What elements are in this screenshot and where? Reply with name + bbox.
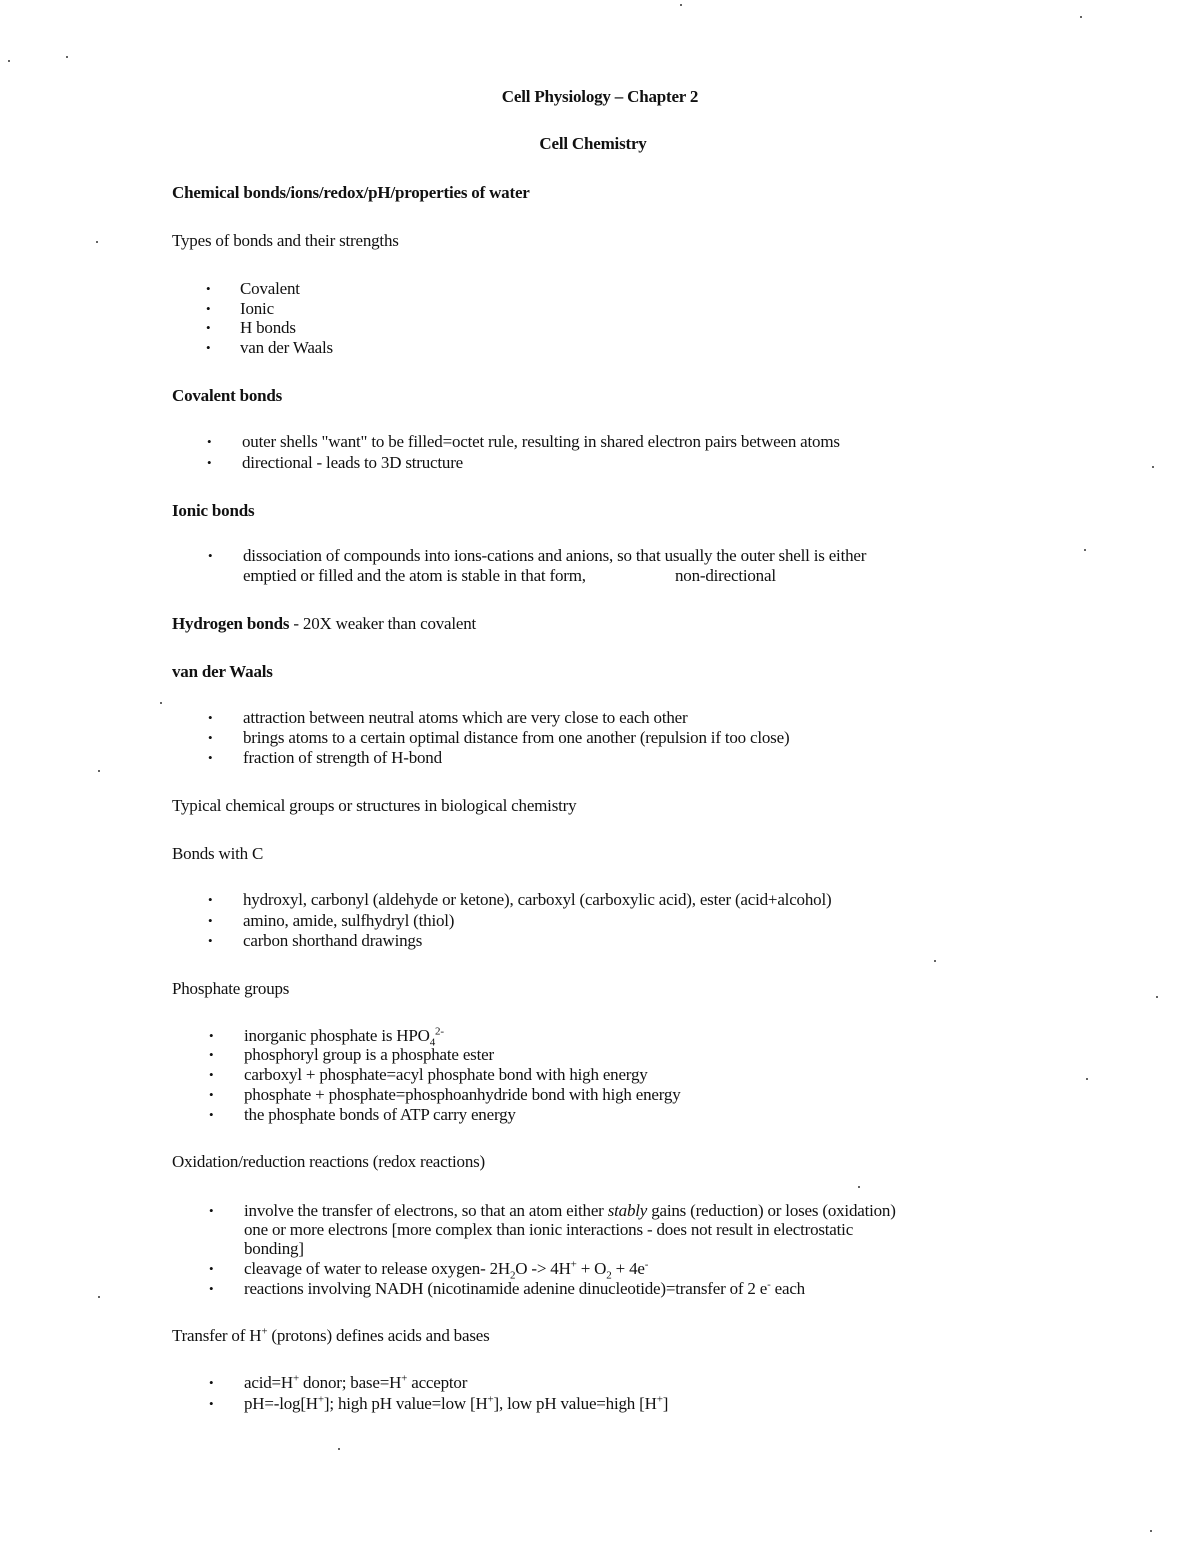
transfer-heading [172, 1326, 490, 1346]
list-item: directional - leads to 3D structure [242, 453, 464, 472]
scan-speck [1152, 466, 1154, 468]
list-item-text: cleavage of water to release oxygen- 2H [244, 1259, 510, 1278]
superscript: + [261, 1325, 268, 1338]
subscript: 4 [429, 1036, 436, 1049]
list-item-text: acid=H [244, 1373, 293, 1392]
list-item [244, 1201, 896, 1221]
subscript: 2 [606, 1269, 612, 1282]
list-item: carboxyl + phosphate=acyl phosphate bond with high energy [244, 1065, 648, 1084]
list-item: attraction between neutral atoms which are very close to each other [243, 708, 688, 727]
list-bullet: • [209, 1203, 214, 1218]
list-bullet: • [208, 710, 213, 725]
scan-speck [1084, 549, 1086, 551]
heading-text: Transfer of H [172, 1326, 262, 1345]
list-item: Ionic [240, 299, 274, 318]
list-bullet: • [209, 1396, 214, 1411]
superscript: + [656, 1393, 663, 1406]
list-item [244, 1394, 668, 1414]
list-item: outer shells "want" to be filled=octet rule, resulting in shared electron pairs between atoms [242, 432, 840, 451]
list-item-continuation: emptied or filled and the atom is stable in that form, [243, 566, 586, 585]
scan-speck [1150, 1530, 1152, 1532]
superscript: + [487, 1393, 494, 1406]
list-item-text: O -> 4H [515, 1259, 571, 1278]
list-bullet: • [208, 892, 213, 907]
superscript: 2- [435, 1025, 444, 1038]
scan-speck [858, 1186, 860, 1188]
list-bullet: • [208, 933, 213, 948]
list-bullet: • [208, 548, 213, 563]
list-item-text: reactions involving NADH (nicotinamide adenine dinucleotide)=transfer of 2 e [244, 1279, 768, 1298]
superscript: + [570, 1258, 577, 1271]
list-item: phosphate + phosphate=phosphoanhydride bond with high energy [244, 1085, 681, 1104]
list-bullet: • [209, 1107, 214, 1122]
list-bullet: • [209, 1375, 214, 1390]
list-item: the phosphate bonds of ATP carry energy [244, 1105, 516, 1124]
phosphate-heading: Phosphate groups [172, 979, 290, 998]
list-bullet: • [208, 913, 213, 928]
list-bullet: • [206, 281, 211, 296]
list-bullet: • [209, 1261, 214, 1276]
list-item-text: gains (reduction) or loses (oxidation) [651, 1201, 896, 1220]
list-item: brings atoms to a certain optimal distance from one another (repulsion if too close) [243, 728, 790, 747]
superscript: + [292, 1372, 299, 1385]
list-item-text: acceptor [407, 1373, 468, 1392]
list-bullet: • [209, 1281, 214, 1296]
list-item-continuation: non-directional [675, 566, 776, 585]
bonds-c-heading: Bonds with C [172, 844, 264, 863]
superscript: + [401, 1372, 408, 1385]
list-item [244, 1279, 805, 1299]
emphasis-text: stably [607, 1201, 648, 1220]
heading-text: (protons) defines acids and bases [267, 1326, 490, 1345]
superscript: - [644, 1258, 649, 1271]
list-item: H bonds [240, 318, 296, 337]
list-bullet: • [206, 340, 211, 355]
list-item: van der Waals [240, 338, 333, 357]
list-item [244, 1258, 649, 1282]
list-bullet: • [208, 730, 213, 745]
scan-speck [98, 770, 100, 772]
list-item-text: + O [576, 1259, 607, 1278]
list-bullet: • [206, 320, 211, 335]
list-bullet: • [209, 1047, 214, 1062]
ionic-heading: Ionic bonds [172, 501, 255, 520]
redox-heading: Oxidation/reduction reactions (redox reactions) [172, 1152, 486, 1171]
list-item-text: + 4e [611, 1259, 645, 1278]
list-item: amino, amide, sulfhydryl (thiol) [243, 911, 455, 930]
list-item: dissociation of compounds into ions-cations and anions, so that usually the outer shell is either [243, 546, 867, 565]
list-item-text: each [770, 1279, 805, 1298]
list-bullet: • [208, 750, 213, 765]
subscript: 2 [509, 1269, 516, 1282]
list-item-text: involve the transfer of electrons, so that an atom either [244, 1201, 604, 1220]
page-subtitle: Cell Chemistry [539, 134, 647, 153]
list-bullet: • [207, 455, 212, 470]
scan-speck [1086, 1078, 1088, 1080]
list-item-text: ]; high pH value=low [H [323, 1394, 488, 1413]
scan-speck [934, 960, 936, 962]
vdw-heading: van der Waals [172, 662, 273, 681]
list-item: hydroxyl, carbonyl (aldehyde or ketone), carboxyl (carboxylic acid), ester (acid+alcohol) [243, 890, 832, 909]
scan-speck [680, 4, 682, 6]
list-item-continuation: bonding] [244, 1239, 304, 1258]
superscript: + [317, 1393, 324, 1406]
scan-speck [96, 241, 98, 243]
scan-speck [160, 702, 162, 704]
list-bullet: • [207, 434, 212, 449]
list-item: Covalent [240, 279, 300, 298]
list-bullet: • [209, 1087, 214, 1102]
list-item [244, 1025, 444, 1049]
types-heading: Types of bonds and their strengths [172, 231, 399, 250]
section-heading: Chemical bonds/ions/redox/pH/properties of water [172, 183, 530, 202]
list-item: fraction of strength of H-bond [243, 748, 442, 767]
scan-speck [66, 56, 68, 58]
hydrogen-heading: Hydrogen bonds [172, 614, 290, 633]
page-title: Cell Physiology – Chapter 2 [501, 87, 699, 106]
scan-speck [8, 60, 10, 62]
list-bullet: • [209, 1028, 214, 1043]
covalent-heading: Covalent bonds [172, 386, 283, 405]
list-item: phosphoryl group is a phosphate ester [244, 1045, 494, 1064]
list-item-text: ], low pH value=high [H [493, 1394, 657, 1413]
list-item-text: donor; base=H [299, 1373, 402, 1392]
list-bullet: • [206, 301, 211, 316]
hydrogen-line [172, 614, 476, 634]
scan-speck [1156, 996, 1158, 998]
list-item-text: pH=-log[H [244, 1394, 318, 1413]
list-item: carbon shorthand drawings [243, 931, 423, 950]
list-item-text: inorganic phosphate is HPO [244, 1026, 430, 1045]
list-item [244, 1373, 467, 1393]
list-item-continuation: one or more electrons [more complex than ionic interactions - does not result in electrostatic [244, 1220, 854, 1239]
scan-speck [338, 1448, 340, 1450]
typical-heading: Typical chemical groups or structures in biological chemistry [172, 796, 577, 815]
list-bullet: • [209, 1067, 214, 1082]
scan-speck [98, 1296, 100, 1298]
scan-speck [1080, 16, 1082, 18]
hydrogen-note: - 20X weaker than covalent [293, 614, 477, 633]
superscript: - [767, 1278, 771, 1291]
list-item-text: ] [662, 1394, 669, 1413]
